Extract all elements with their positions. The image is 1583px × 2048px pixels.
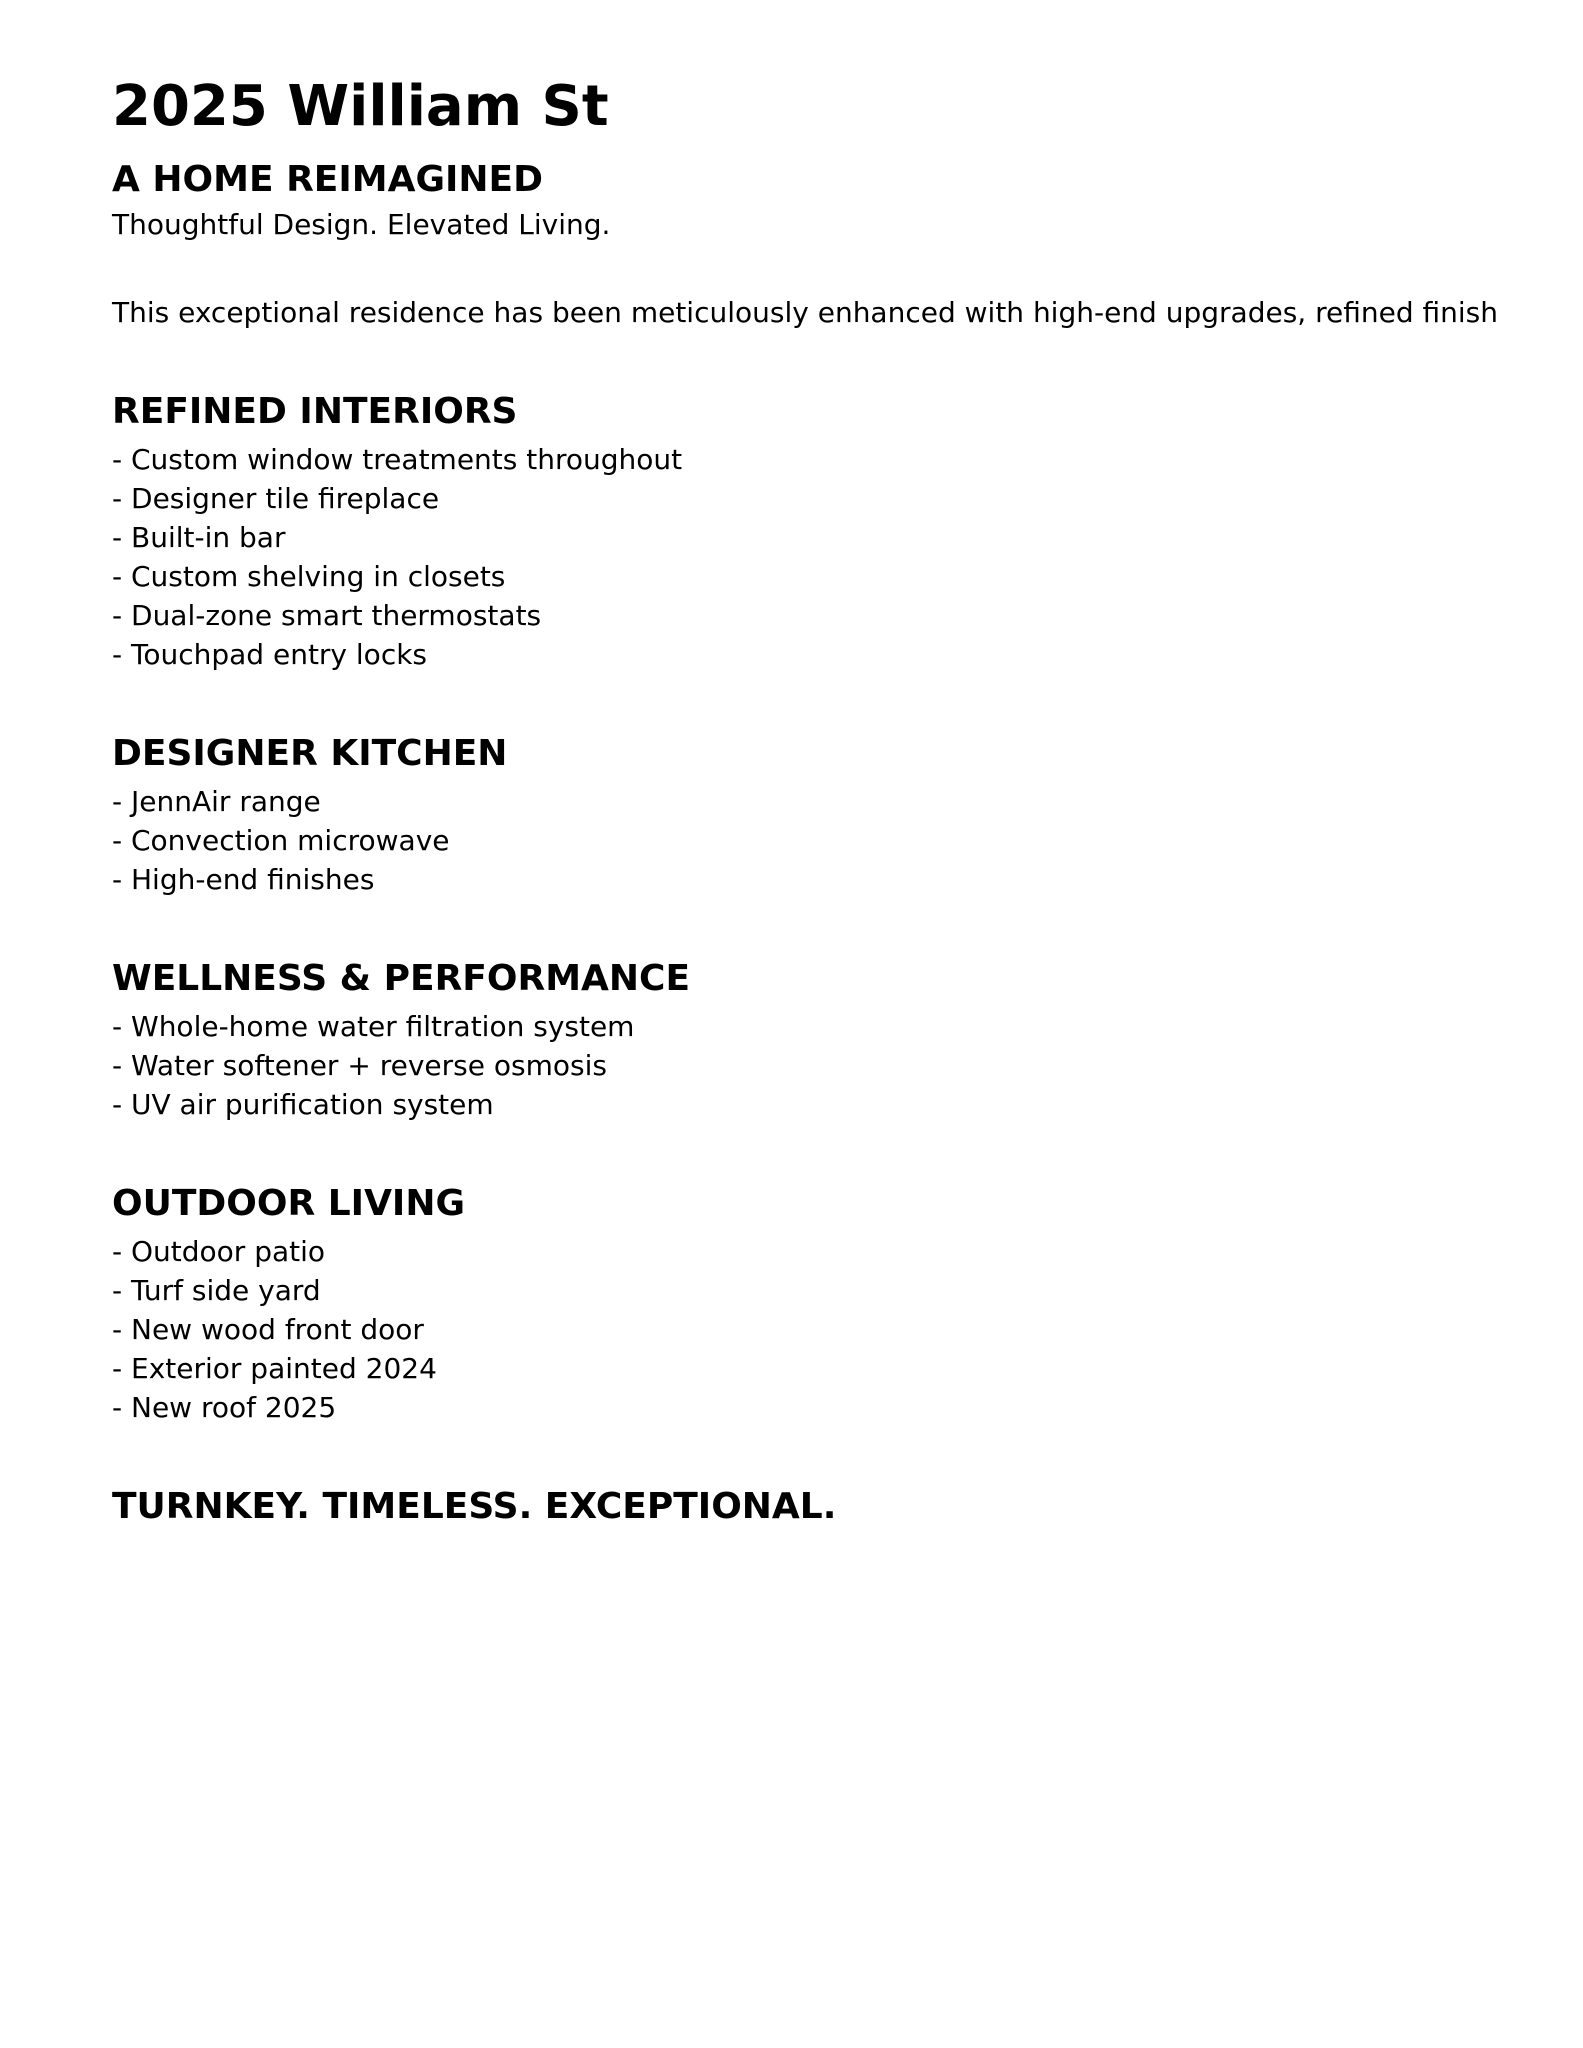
list-item: - Convection microwave xyxy=(112,824,450,857)
section-refined-interiors xyxy=(112,390,1583,674)
list-item: - Designer tile fireplace xyxy=(112,482,440,515)
list-item: - UV air purification system xyxy=(112,1088,494,1121)
section-designer-kitchen xyxy=(112,732,1583,899)
intro-paragraph: This exceptional residence has been meticulously enhanced with high-end upgrades, refined finish xyxy=(112,296,1498,329)
document-body xyxy=(112,72,1583,1529)
section-wellness-performance xyxy=(112,957,1583,1124)
list-item: - Exterior painted 2024 xyxy=(112,1352,437,1385)
list-item: - Built-in bar xyxy=(112,521,286,554)
section-outdoor-living xyxy=(112,1182,1583,1427)
closing-statement: TURNKEY. TIMELESS. EXCEPTIONAL. xyxy=(112,1486,837,1527)
document-subtitle: Thoughtful Design. Elevated Living. xyxy=(112,208,611,241)
section-heading: DESIGNER KITCHEN xyxy=(112,733,508,774)
list-item: - Water softener + reverse osmosis xyxy=(112,1049,607,1082)
document-tagline: A HOME REIMAGINED xyxy=(112,159,544,200)
list-item: - Dual-zone smart thermostats xyxy=(112,599,542,632)
list-item: - Whole-home water filtration system xyxy=(112,1010,635,1043)
section-heading: WELLNESS & PERFORMANCE xyxy=(112,958,691,999)
list-item: - Custom window treatments throughout xyxy=(112,443,683,476)
list-item: - New wood front door xyxy=(112,1313,424,1346)
section-heading: OUTDOOR LIVING xyxy=(112,1183,466,1224)
list-item: - Turf side yard xyxy=(112,1274,321,1307)
list-item: - High-end finishes xyxy=(112,863,375,896)
list-item: - Touchpad entry locks xyxy=(112,638,428,671)
list-item: - JennAir range xyxy=(112,785,321,818)
document-title: 2025 William St xyxy=(112,74,609,139)
list-item: - New roof 2025 xyxy=(112,1391,337,1424)
list-item: - Custom shelving in closets xyxy=(112,560,506,593)
section-heading: REFINED INTERIORS xyxy=(112,391,518,432)
list-item: - Outdoor patio xyxy=(112,1235,326,1268)
